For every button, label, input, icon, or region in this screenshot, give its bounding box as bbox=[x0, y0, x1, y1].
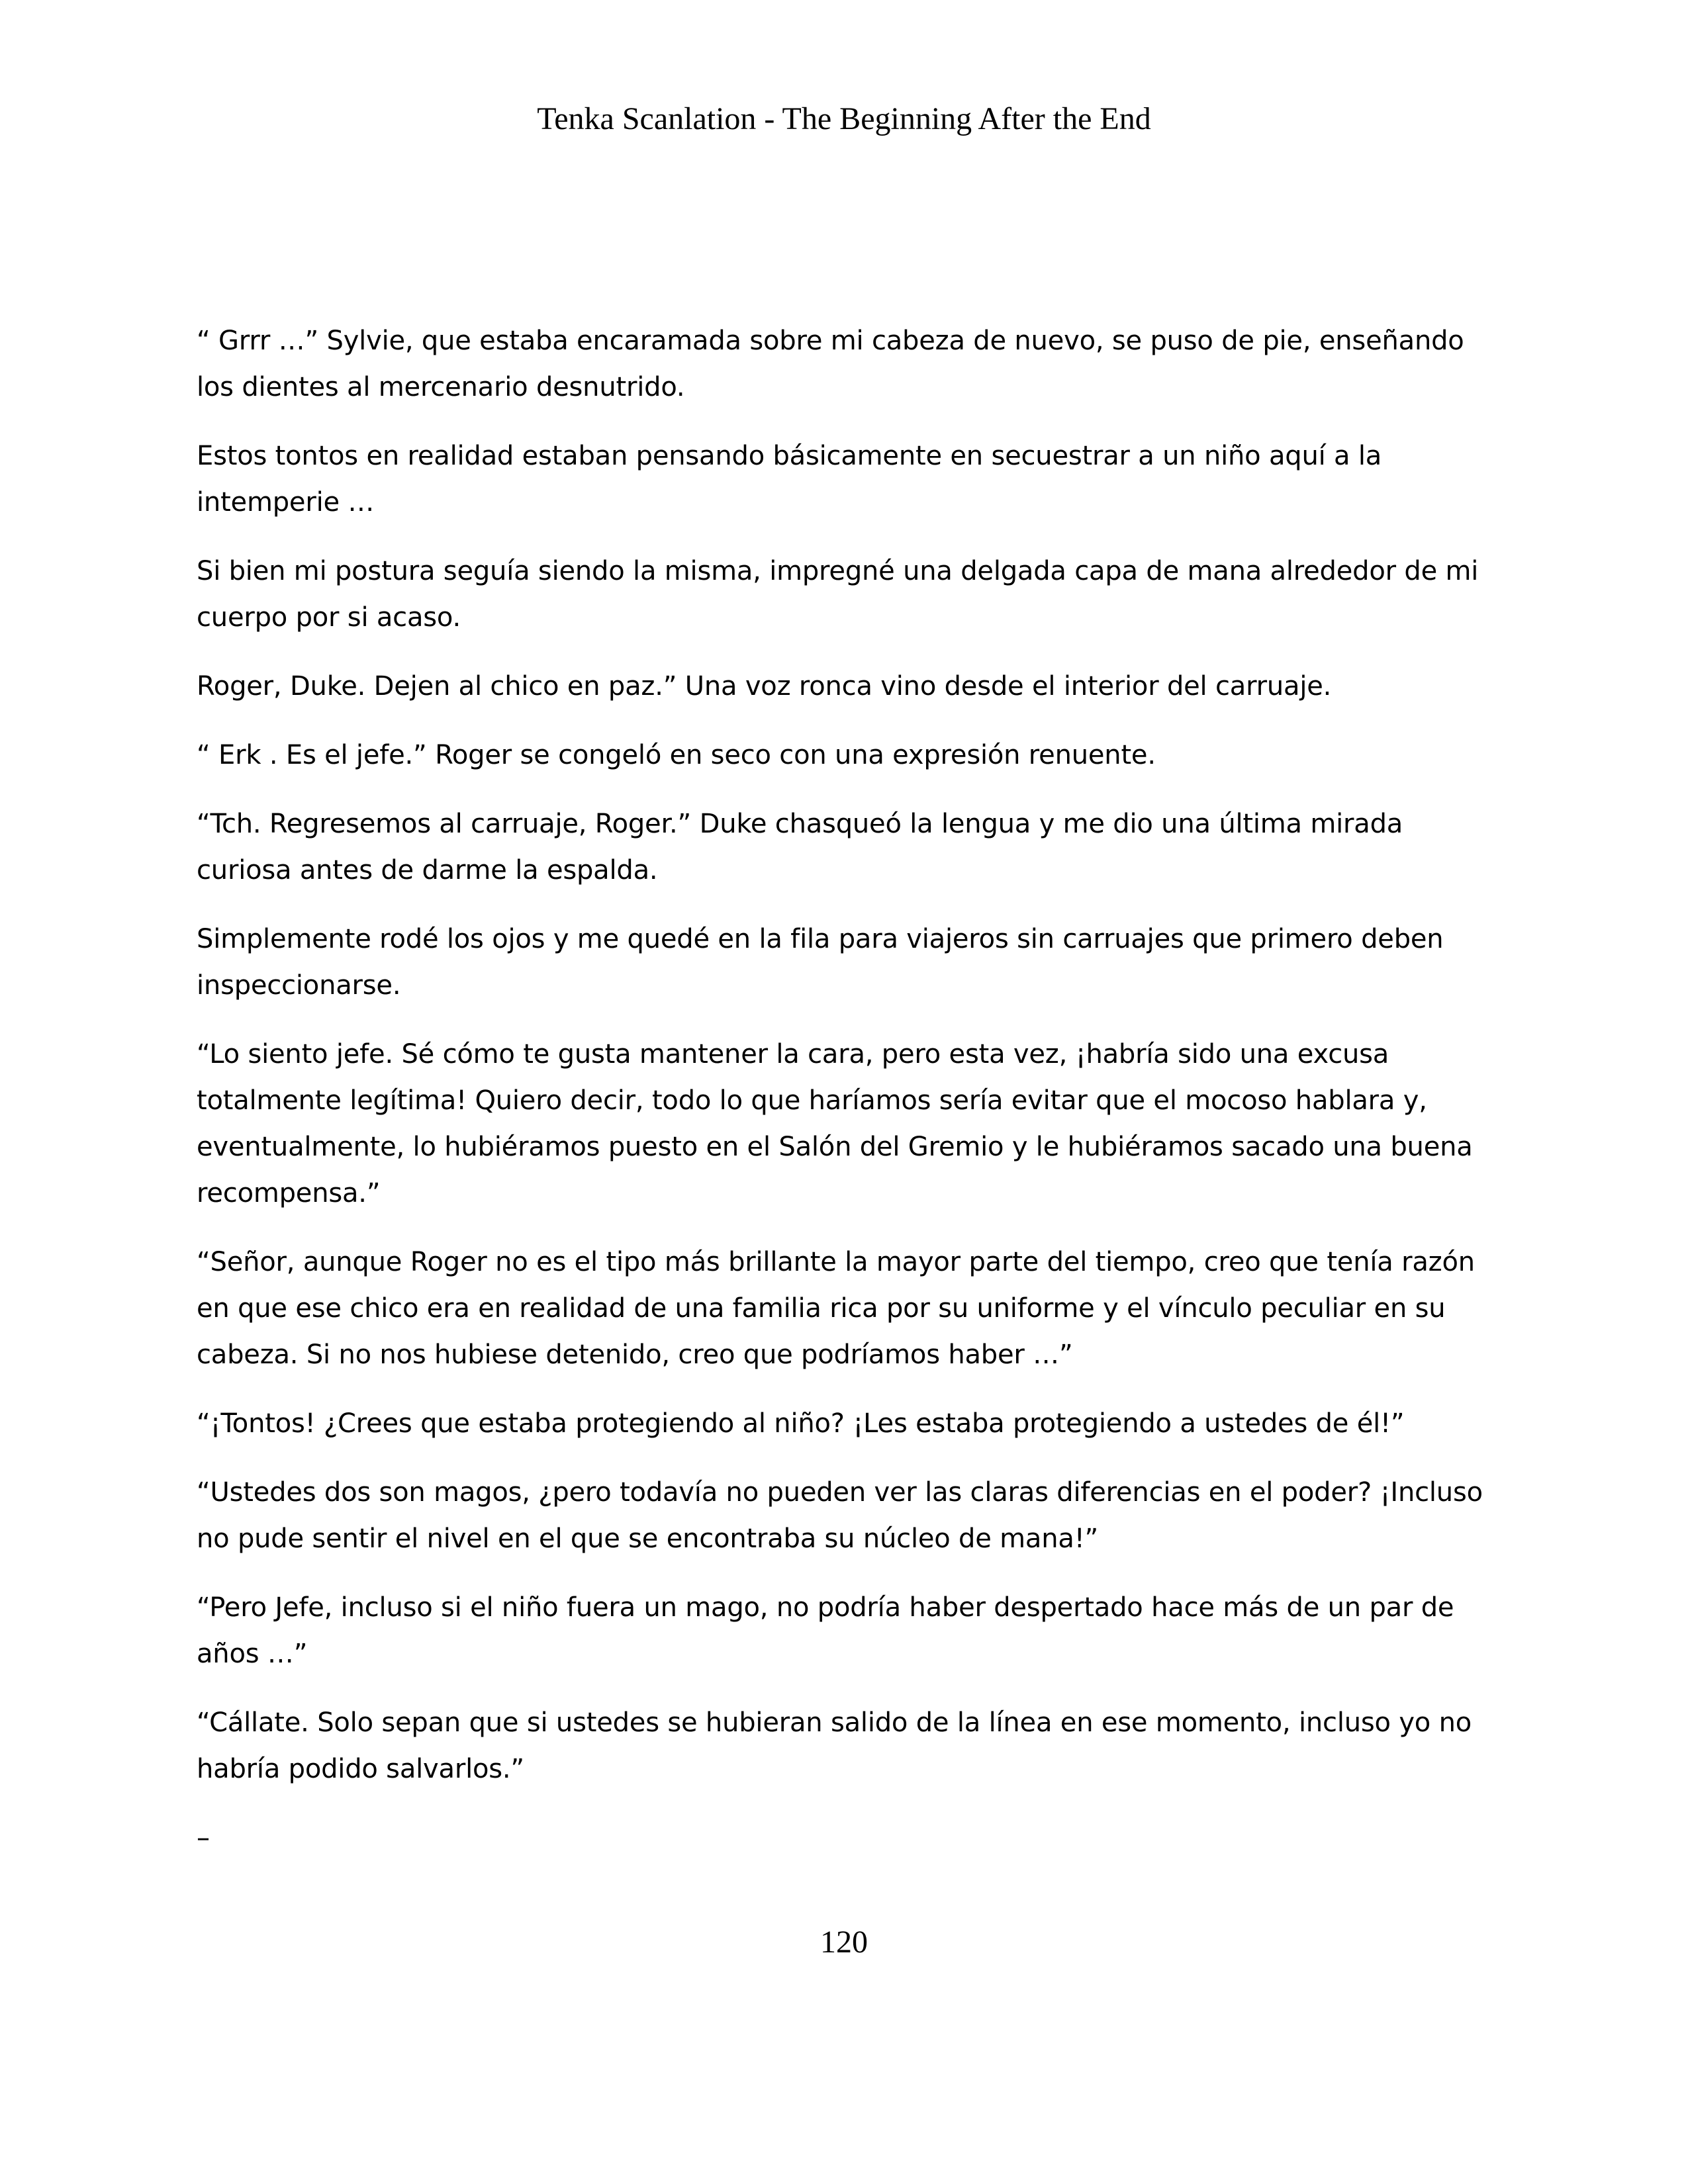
paragraph: “ Grrr …” Sylvie, que estaba encaramada sobre mi cabeza de nuevo, se puso de pie, enseñando los dientes al mercenario desnutrido. bbox=[197, 326, 1464, 402]
paragraph: “ Erk . Es el jefe.” Roger se congeló en seco con una expresión renuente. bbox=[197, 740, 1156, 770]
paragraph: Estos tontos en realidad estaban pensando básicamente en secuestrar a un niño aquí a la intemperie … bbox=[197, 441, 1382, 518]
paragraph: Si bien mi postura seguía siendo la misma, impregné una delgada capa de mana alrededor de mi cuerpo por si acaso. bbox=[197, 556, 1479, 633]
paragraph: “Tch. Regresemos al carruaje, Roger.” Duke chasqueó la lengua y me dio una última mirada curiosa antes de darme la espalda. bbox=[197, 809, 1403, 886]
paragraph: Simplemente rodé los ojos y me quedé en la fila para viajeros sin carruajes que primero deben inspeccionarse. bbox=[197, 924, 1444, 1001]
page-header: Tenka Scanlation - The Beginning After the End bbox=[537, 101, 1151, 136]
section-dash: – bbox=[197, 1823, 210, 1853]
chapter-body bbox=[197, 318, 1501, 1884]
paragraph: “Pero Jefe, incluso si el niño fuera un mago, no podría haber despertado hace más de un par de años …” bbox=[197, 1592, 1454, 1669]
page-number: 120 bbox=[820, 1925, 868, 1960]
paragraph: “Lo siento jefe. Sé cómo te gusta mantener la cara, pero esta vez, ¡habría sido una excusa totalmente legítima! Quiero decir, todo lo que haríamos sería evitar que el mocoso hablara y, eventualmente, lo hubiéramos puesto en el Salón del Gremio y le hubiéramos sacado una buena recompensa.” bbox=[197, 1039, 1473, 1208]
paragraph: “Cállate. Solo sepan que si ustedes se hubieran salido de la línea en ese momento, incluso yo no habría podido salvarlos.” bbox=[197, 1707, 1472, 1784]
paragraph: “Ustedes dos son magos, ¿pero todavía no pueden ver las claras diferencias en el poder? ¡Incluso no pude sentir el nivel en el que se encontraba su núcleo de mana!” bbox=[197, 1477, 1483, 1554]
paragraph: “¡Tontos! ¿Crees que estaba protegiendo al niño? ¡Les estaba protegiendo a ustedes de él!” bbox=[197, 1408, 1405, 1439]
paragraph: Roger, Duke. Dejen al chico en paz.” Una voz ronca vino desde el interior del carruaje. bbox=[197, 671, 1332, 702]
paragraph: “Señor, aunque Roger no es el tipo más brillante la mayor parte del tiempo, creo que tenía razón en que ese chico era en realidad de una familia rica por su uniforme y el vínculo peculiar en su cabeza. Si no nos hubiese detenido, creo que podríamos haber …” bbox=[197, 1247, 1475, 1370]
